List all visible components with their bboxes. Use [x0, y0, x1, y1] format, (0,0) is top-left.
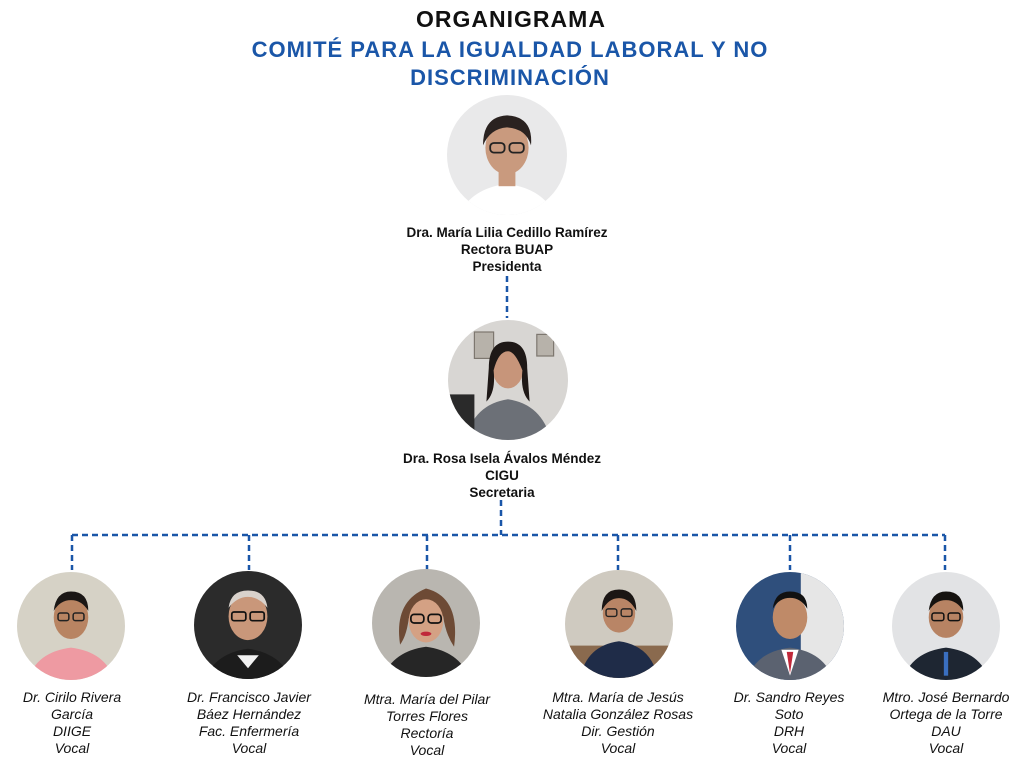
vocal-1-line-3: DIIGE — [52, 723, 92, 739]
secretary-label — [357, 450, 647, 501]
president-position: Presidenta — [472, 259, 542, 274]
secretary-position: Secretaria — [469, 485, 535, 500]
vocal-5-line-1: Dr. Sandro Reyes — [733, 689, 845, 705]
vocal-3-line-2: Torres Flores — [386, 708, 468, 724]
vocal-1-line-1: Dr. Cirilo Rivera — [22, 689, 122, 705]
vocal-3-line-3: Rectoría — [400, 725, 454, 741]
vocal-5-photo — [736, 572, 844, 680]
secretary-photo — [448, 320, 568, 440]
vocal-4-line-2: Natalia González Rosas — [542, 706, 694, 722]
vocal-4-line-1: Mtra. María de Jesús — [552, 689, 684, 705]
vocal-6-line-4: Vocal — [928, 740, 964, 756]
vocal-6-line-3: DAU — [931, 723, 961, 739]
vocal-2-label — [169, 689, 329, 757]
vocal-6-photo — [892, 572, 1000, 680]
secretary-name: Dra. Rosa Isela Ávalos Méndez — [402, 451, 602, 466]
vocal-2-photo — [194, 571, 302, 679]
vocal-4-label — [523, 689, 713, 757]
secretary-role: CIGU — [485, 468, 519, 483]
vocal-6-line-1: Mtro. José Bernardo — [882, 689, 1010, 705]
vocal-4-line-4: Vocal — [600, 740, 636, 756]
vocal-4-line-3: Dir. Gestión — [581, 723, 655, 739]
vocal-5-line-3: DRH — [773, 723, 805, 739]
vocal-2-line-2: Báez Hernández — [196, 706, 302, 722]
page-title: ORGANIGRAMA — [416, 6, 606, 32]
vocal-5-line-4: Vocal — [771, 740, 807, 756]
vocal-6-label — [866, 689, 1022, 757]
vocal-5-line-2: Soto — [774, 706, 804, 722]
vocal-3-line-4: Vocal — [409, 742, 445, 758]
vocal-6-line-2: Ortega de la Torre — [889, 706, 1003, 722]
vocal-1-line-2: García — [50, 706, 93, 722]
vocal-3-photo — [372, 569, 480, 677]
vocal-1-line-4: Vocal — [54, 740, 90, 756]
president-role: Rectora BUAP — [460, 242, 554, 257]
vocal-3-label — [347, 691, 507, 759]
vocal-3-line-1: Mtra. María del Pilar — [363, 691, 491, 707]
president-photo — [447, 95, 567, 215]
page-subtitle: COMITÉ PARA LA IGUALDAD LABORAL Y NO DISCRIMINACIÓN — [251, 37, 769, 90]
vocal-4-photo — [565, 570, 673, 678]
vocal-1-photo — [17, 572, 125, 680]
vocal-2-line-3: Fac. Enfermería — [198, 723, 300, 739]
president-label — [362, 224, 652, 275]
president-name: Dra. María Lilia Cedillo Ramírez — [406, 225, 608, 240]
vocal-2-line-1: Dr. Francisco Javier — [187, 689, 311, 705]
vocal-1-label — [0, 689, 152, 757]
vocal-5-label — [709, 689, 869, 757]
vocal-2-line-4: Vocal — [231, 740, 267, 756]
